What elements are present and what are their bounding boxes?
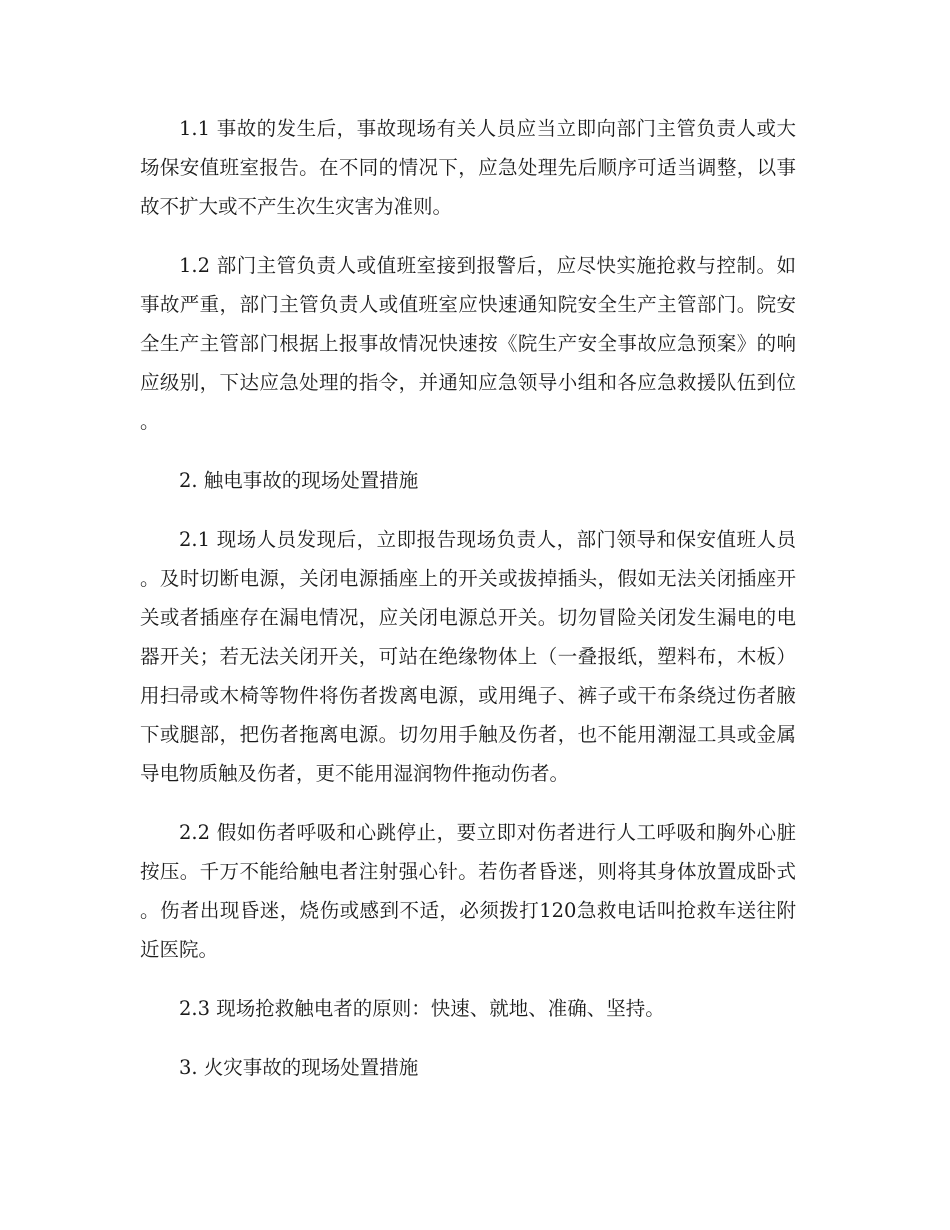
paragraph-2-3-rescue-principles: 2.3 现场抢救触电者的原则：快速、就地、准确、坚持。 xyxy=(179,997,665,1020)
paragraph-1-2-emergency-response: 1.2 部门主管负责人或值班室接到报警后，应尽快实施抢救与控制。如事故严重，部门主管负责人或值班室应快速通知院安全生产主管部门。院安全生产主管部门根据上报事故情况快速按《院生产安全事故应急预案》的响应级别，下达应急处理的指令，并通知应急领导小组和各应急救援队伍到位。 xyxy=(140,254,796,433)
paragraph-2-2-first-aid: 2.2 假如伤者呼吸和心跳停止，要立即对伤者进行人工呼吸和胸外心脏按压。千万不能给触电者注射强心针。若伤者昏迷，则将其身体放置成卧式。伤者出现昏迷，烧伤或感到不适，必须拨打120急救电话叫抢救车送往附近医院。 xyxy=(140,821,796,961)
document-body xyxy=(140,109,796,1087)
paragraph-2-1-cut-power: 2.1 现场人员发现后，立即报告现场负责人，部门领导和保安值班人员。及时切断电源，关闭电源插座上的开关或拔掉插头，假如无法关闭插座开关或者插座存在漏电情况，应关闭电源总开关。切勿冒险关闭发生漏电的电器开关；若无法关闭开关，可站在绝缘物体上（一叠报纸，塑料布，木板）用扫帚或木椅等物件将伤者拨离电源，或用绳子、裤子或干布条绕过伤者腋下或腿部，把伤者拖离电源。切勿用手触及伤者，也不能用潮湿工具或金属导电物质触及伤者，更不能用湿润物件拖动伤者。 xyxy=(140,528,796,785)
section-heading-fire-incident: 3. 火灾事故的现场处置措施 xyxy=(179,1056,419,1079)
paragraph-1-1-incident-reporting: 1.1 事故的发生后，事故现场有关人员应当立即向部门主管负责人或大场保安值班室报告。在不同的情况下，应急处理先后顺序可适当调整，以事故不扩大或不产生次生灾害为准则。 xyxy=(140,117,796,218)
section-heading-electric-shock: 2. 触电事故的现场处置措施 xyxy=(179,469,419,492)
